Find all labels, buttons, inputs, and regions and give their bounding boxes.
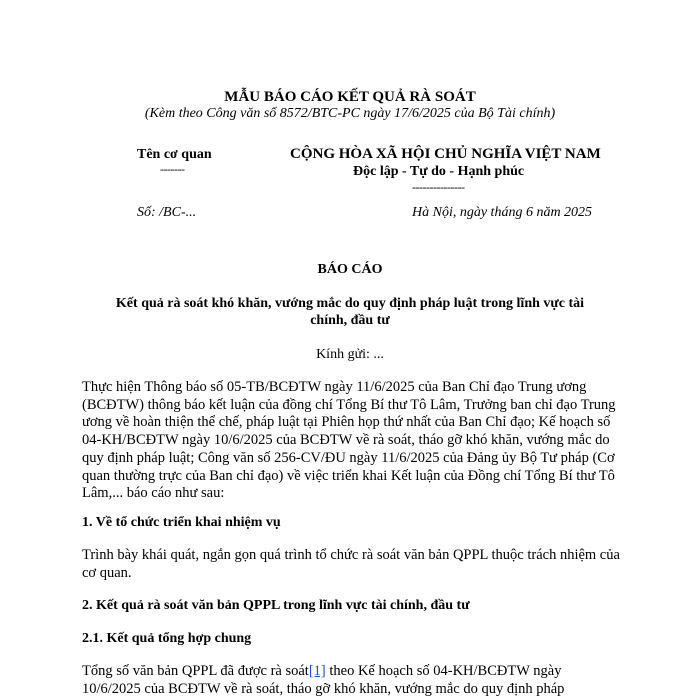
section1-heading: 1. Về tổ chức triển khai nhiệm vụ	[82, 515, 281, 530]
intro-paragraph: Thực hiện Thông báo số 05-TB/BCĐTW ngày 11/6/2025 của Ban Chỉ đạo Trung ương (BCĐTW) thông báo kết luận của đồng chí Tổng Bí thư Tô Lâm, Trưởng ban chỉ đạo Trung ương về hoàn thiện thể chế, pháp luật tại Phiên họp thứ nhất của Ban Chỉ đạo; Kế hoạch số 04-KH/BCĐTW ngày 10/6/2025 của BCĐTW về rà soát, tháo gỡ khó khăn, vướng mắc do quy định pháp luật; Công văn số 256-CV/ĐU ngày 11/6/2025 của Đảng ủy Bộ Tư pháp (Cơ quan thường trực của Ban chỉ đạo) về việc triển khai Kết luận của Đồng chí Tổng Bí thư Tô Lâm,... báo cáo như sau:	[82, 379, 616, 502]
section21-paragraph	[82, 663, 622, 698]
section2-heading: 2. Kết quả rà soát văn bản QPPL trong lĩnh vực tài chính, đầu tư	[82, 598, 470, 613]
section21-text-start: Tổng số văn bản QPPL đã được rà soát	[82, 663, 309, 679]
nation-name: CỘNG HÒA XÃ HỘI CHỦ NGHĨA VIỆT NAM	[290, 146, 601, 162]
document-number: Số: /BC-...	[137, 205, 197, 220]
footnote-link[interactable]: [1]	[308, 663, 326, 679]
agency-divider: -------	[160, 162, 185, 176]
form-subtitle: (Kèm theo Công văn số 8572/BTC-PC ngày 17/6/2025 của Bộ Tài chính)	[144, 106, 556, 121]
section1-paragraph: Trình bày khái quát, ngắn gọn quá trình tổ chức rà soát văn bản QPPL thuộc trách nhiệm của cơ quan.	[82, 547, 620, 581]
report-subject-line1: Kết quả rà soát khó khăn, vướng mắc do quy định pháp luật trong lĩnh vực tài	[115, 296, 585, 311]
national-motto: Độc lập - Tự do - Hạnh phúc	[353, 164, 525, 179]
form-title: MẪU BÁO CÁO KẾT QUẢ RÀ SOÁT	[224, 89, 476, 105]
agency-name: Tên cơ quan	[137, 147, 212, 162]
place-date: Hà Nội, ngày tháng 6 năm 2025	[412, 205, 593, 220]
motto-divider: ---------------	[412, 180, 465, 194]
section21-heading: 2.1. Kết quả tổng hợp chung	[82, 631, 252, 646]
salutation: Kính gửi: ...	[316, 347, 384, 362]
report-subject-line2: chính, đầu tư	[310, 313, 390, 328]
section21-text-rest: theo Kế hoạch số 04-KH/BCĐTW ngày 10/6/2025 của BCĐTW về rà soát, tháo gỡ khó khăn, vướng mắc do quy định pháp	[82, 663, 565, 697]
report-heading: BÁO CÁO	[317, 262, 383, 277]
